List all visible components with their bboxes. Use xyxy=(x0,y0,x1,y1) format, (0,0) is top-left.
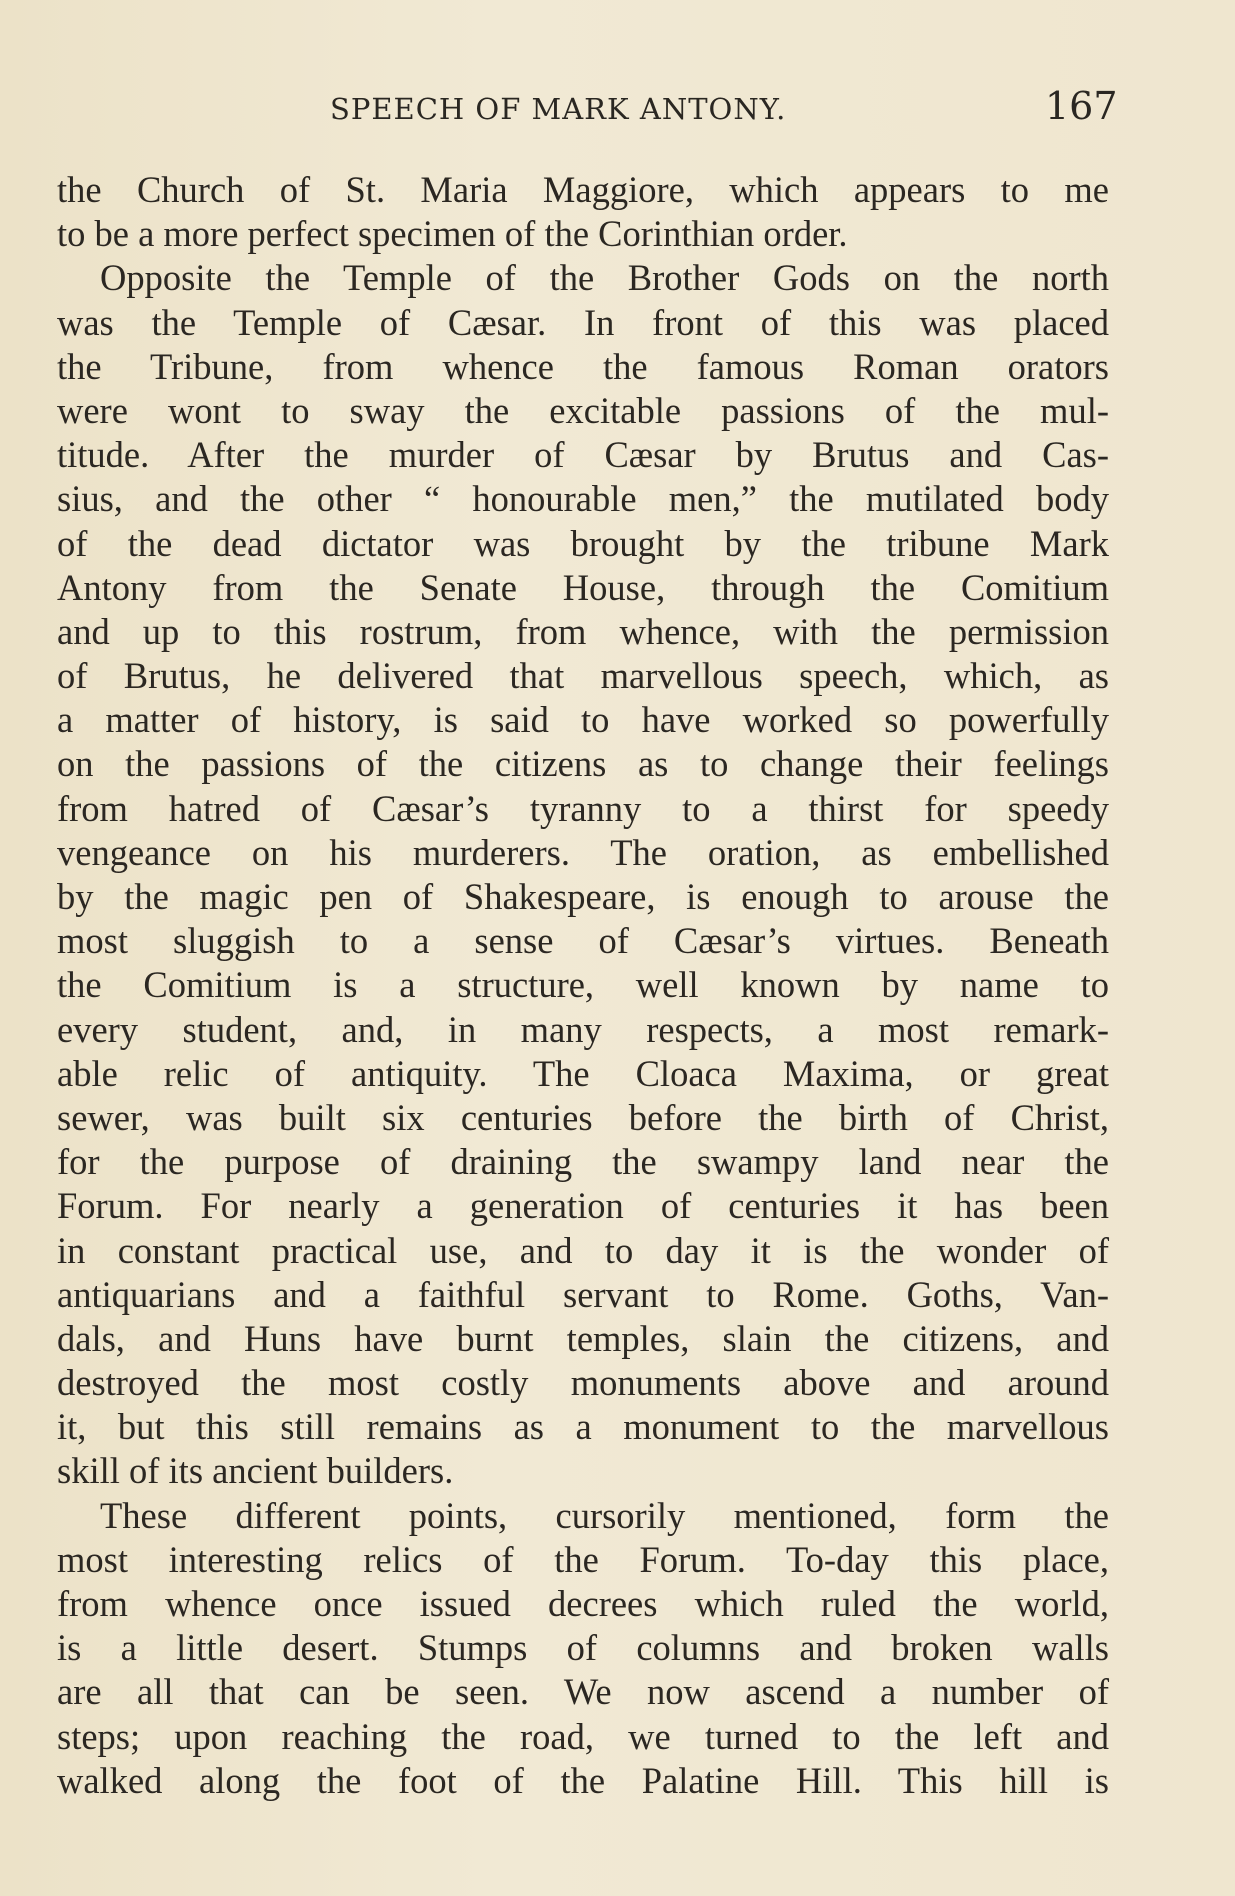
text-line: a matter of history, is said to have worked so powerfully xyxy=(57,699,1109,741)
text-line: of the dead dictator was brought by the tribune Mark xyxy=(57,522,1109,564)
text-line: steps; upon reaching the road, we turned to the left and xyxy=(57,1715,1109,1757)
text-line: antiquarians and a faithful servant to Rome. Goths, Van- xyxy=(57,1273,1109,1315)
text-line: to be a more perfect specimen of the Corinthian order. xyxy=(57,213,848,255)
text-line: is a little desert. Stumps of columns and broken walls xyxy=(57,1627,1109,1669)
text-line: every student, and, in many respects, a most remark- xyxy=(57,1008,1109,1050)
text-line: most sluggish to a sense of Cæsar’s virtues. Beneath xyxy=(57,920,1109,962)
text-line: These different points, cursorily mentioned, form the xyxy=(100,1494,1109,1536)
text-line: Antony from the Senate House, through the Comitium xyxy=(57,566,1109,608)
text-line: were wont to sway the excitable passions of the mul- xyxy=(57,389,1109,431)
text-line: walked along the foot of the Palatine Hill. This hill is xyxy=(57,1759,1109,1801)
text-line: on the passions of the citizens as to change their feelings xyxy=(57,743,1109,785)
text-line: destroyed the most costly monuments above and around xyxy=(57,1362,1109,1404)
text-line: of Brutus, he delivered that marvellous speech, which, as xyxy=(57,655,1109,697)
text-line: sewer, was built six centuries before the birth of Christ, xyxy=(57,1096,1109,1138)
text-line: sius, and the other “ honourable men,” the mutilated body xyxy=(57,478,1109,520)
page-number: 167 xyxy=(1045,84,1118,128)
body-text xyxy=(57,168,1109,1803)
text-line: able relic of antiquity. The Cloaca Maxima, or great xyxy=(57,1052,1109,1094)
text-line: was the Temple of Cæsar. In front of this was placed xyxy=(57,301,1109,343)
text-line: for the purpose of draining the swampy land near the xyxy=(57,1141,1109,1183)
text-line: the Church of St. Maria Maggiore, which appears to me xyxy=(57,169,1109,210)
text-line: Opposite the Temple of the Brother Gods on the north xyxy=(100,257,1109,299)
text-line: the Comitium is a structure, well known by name to xyxy=(57,964,1109,1006)
text-line: from whence once issued decrees which ruled the world, xyxy=(57,1583,1109,1624)
text-line: vengeance on his murderers. The oration, as embellished xyxy=(57,831,1109,873)
text-line: and up to this rostrum, from whence, with the permission xyxy=(57,610,1109,652)
text-line: skill of its ancient builders. xyxy=(57,1450,454,1492)
text-line: by the magic pen of Shakespeare, is enough to arouse the xyxy=(57,876,1109,917)
text-line: in constant practical use, and to day it is the wonder of xyxy=(57,1229,1109,1271)
text-line: from hatred of Cæsar’s tyranny to a thirst for speedy xyxy=(57,787,1109,829)
text-line: dals, and Huns have burnt temples, slain the citizens, and xyxy=(57,1317,1109,1359)
text-line: it, but this still remains as a monument to the marvellous xyxy=(57,1406,1109,1448)
text-line: are all that can be seen. We now ascend a number of xyxy=(57,1671,1109,1713)
text-line: titude. After the murder of Cæsar by Brutus and Cas- xyxy=(57,434,1109,476)
text-line: the Tribune, from whence the famous Roman orators xyxy=(57,345,1109,387)
text-line: most interesting relics of the Forum. To-day this place, xyxy=(57,1538,1109,1580)
running-title: SPEECH OF MARK ANTONY. xyxy=(330,92,787,126)
text-line: Forum. For nearly a generation of centuries it has been xyxy=(57,1185,1109,1227)
